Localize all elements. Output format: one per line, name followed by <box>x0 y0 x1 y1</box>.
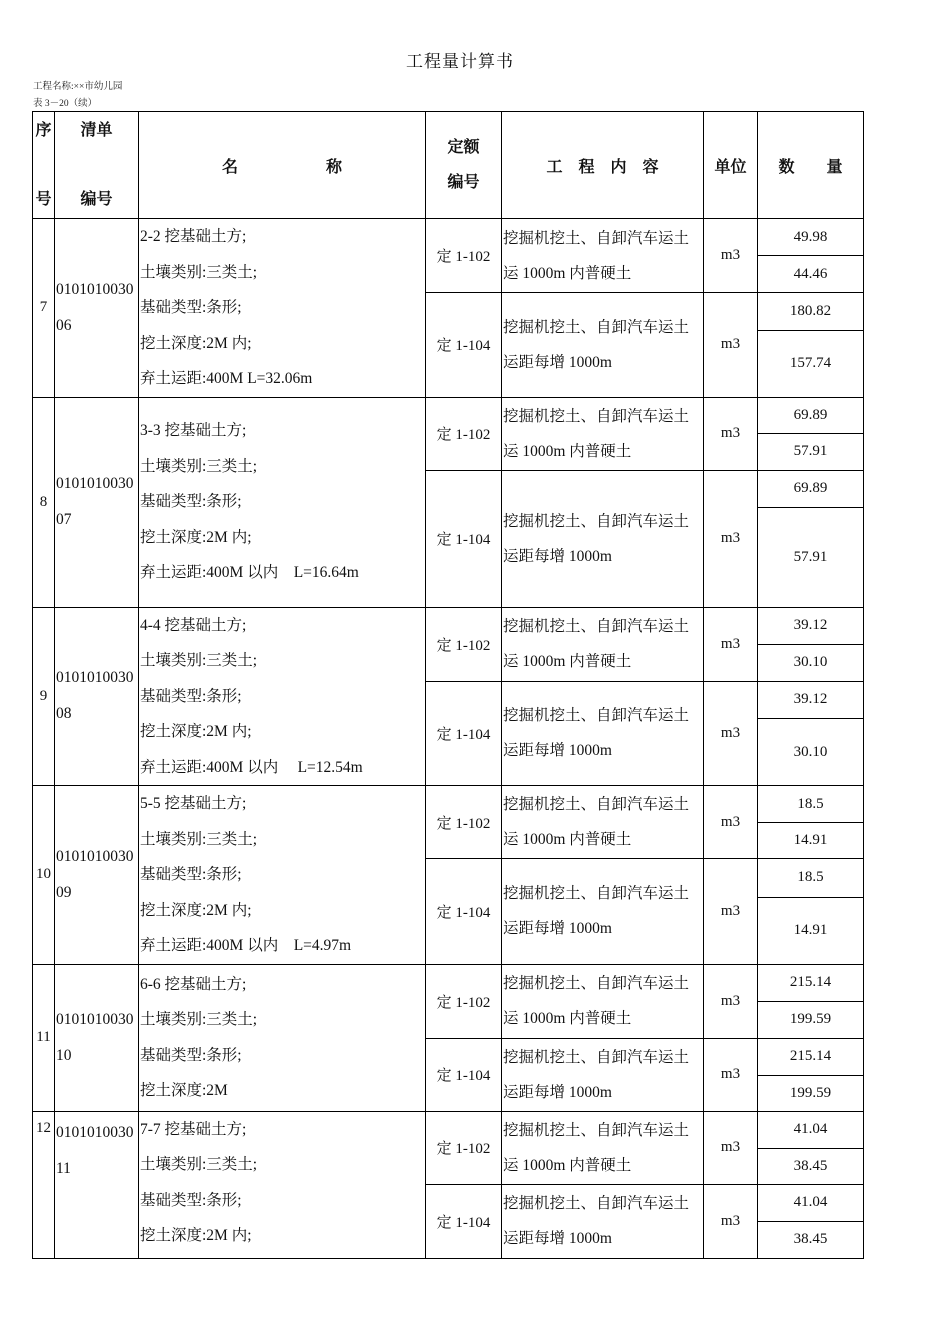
header-code <box>55 112 139 219</box>
header-name-right: 称 <box>326 158 343 176</box>
quantity-value: 30.10 <box>758 644 864 681</box>
work-content-line2: 运 1000m 内普硬土 <box>503 653 632 670</box>
row-name-line: 土壤类别:三类土; <box>140 652 258 669</box>
quota-code: 定 1-102 <box>426 219 502 293</box>
work-content <box>502 293 704 398</box>
quantity-value: 49.98 <box>758 219 864 256</box>
row-code-part1: 0101010030 <box>56 280 134 298</box>
quantity-value: 69.89 <box>758 470 864 507</box>
quota-code: 定 1-102 <box>426 1111 502 1184</box>
quantity-value: 41.04 <box>758 1184 864 1221</box>
row-name <box>139 786 426 965</box>
quantity-value: 215.14 <box>758 1038 864 1075</box>
unit: m3 <box>704 859 758 965</box>
row-code-part1: 0101010030 <box>56 669 134 687</box>
work-content-line1: 挖掘机挖土、自卸汽车运土 <box>503 229 690 247</box>
quota-code: 定 1-104 <box>426 293 502 398</box>
work-content-line1: 挖掘机挖土、自卸汽车运土 <box>503 318 690 336</box>
header-seq <box>33 112 55 219</box>
row-code-part1: 0101010030 <box>56 475 134 492</box>
quantity-value: 18.5 <box>758 859 864 898</box>
unit: m3 <box>704 219 758 293</box>
row-name-line: 挖土深度:2M 内; <box>140 528 252 546</box>
quota-code: 定 1-104 <box>426 859 502 965</box>
quantity-value: 57.91 <box>758 507 864 607</box>
quota-code: 定 1-104 <box>426 1184 502 1258</box>
row-name-line: 弃土运距:400M 以内 L=12.54m <box>140 758 363 776</box>
table-row <box>33 786 864 823</box>
work-content <box>502 859 704 965</box>
row-name-line: 土壤类别:三类土; <box>140 263 258 281</box>
work-content <box>502 607 704 681</box>
row-name-line: 弃土运距:400M 以内 L=4.97m <box>140 937 352 954</box>
row-seq: 7 <box>33 219 55 398</box>
work-content <box>502 1038 704 1111</box>
row-code-part2: 11 <box>56 1159 71 1177</box>
row-name-line: 基础类型:条形; <box>140 687 242 705</box>
row-code-part1: 0101010030 <box>56 1010 134 1028</box>
work-content-line1: 挖掘机挖土、自卸汽车运土 <box>503 618 690 635</box>
row-code <box>55 607 139 786</box>
row-name <box>139 397 426 607</box>
work-content-line1: 挖掘机挖土、自卸汽车运土 <box>503 1121 690 1139</box>
unit: m3 <box>704 470 758 607</box>
work-content-line2: 运 1000m 内普硬土 <box>503 264 632 282</box>
row-name-line: 3-3 挖基础土方; <box>140 422 247 440</box>
quantity-value: 57.91 <box>758 433 864 470</box>
row-code-part1: 0101010030 <box>56 1123 134 1141</box>
row-code-part1: 0101010030 <box>56 847 134 865</box>
row-code-part2: 09 <box>56 883 72 901</box>
row-name <box>139 607 426 786</box>
row-seq: 12 <box>33 1111 55 1258</box>
document-title: 工程量计算书 <box>406 52 514 71</box>
work-content-line1: 挖掘机挖土、自卸汽车运土 <box>503 707 690 725</box>
row-code <box>55 964 139 1111</box>
row-code-part2: 06 <box>56 316 72 334</box>
table-number: 表 3－20（续） <box>33 99 98 109</box>
header-code-bottom: 编号 <box>80 191 113 208</box>
work-content <box>502 964 704 1038</box>
quantity-value: 18.5 <box>758 786 864 823</box>
row-name-line: 基础类型:条形; <box>140 1046 242 1064</box>
quota-code: 定 1-104 <box>426 470 502 607</box>
quantity-value: 14.91 <box>758 897 864 964</box>
row-code-part2: 10 <box>56 1046 72 1064</box>
row-name-line: 挖土深度:2M 内; <box>140 334 252 352</box>
work-content <box>502 397 704 470</box>
work-content-line2: 运距每增 1000m <box>503 1230 612 1247</box>
work-content <box>502 786 704 859</box>
header-name-left: 名 <box>221 158 238 176</box>
work-content <box>502 1184 704 1258</box>
work-content-line1: 挖掘机挖土、自卸汽车运土 <box>503 1195 690 1212</box>
work-content-line2: 运 1000m 内普硬土 <box>503 442 632 460</box>
work-content <box>502 1111 704 1184</box>
header-name <box>139 112 426 219</box>
unit: m3 <box>704 681 758 786</box>
unit: m3 <box>704 1184 758 1258</box>
work-content-line2: 运距每增 1000m <box>503 742 612 760</box>
work-content-line1: 挖掘机挖土、自卸汽车运土 <box>503 407 690 425</box>
unit: m3 <box>704 964 758 1038</box>
row-code <box>55 786 139 965</box>
row-code <box>55 219 139 398</box>
header-content: 工 程 内 容 <box>502 112 704 219</box>
unit: m3 <box>704 786 758 859</box>
row-name-line: 基础类型:条形; <box>140 299 242 316</box>
table-row <box>33 607 864 644</box>
row-name-line: 5-5 挖基础土方; <box>140 795 247 812</box>
row-seq: 8 <box>33 397 55 607</box>
work-content-line2: 运距每增 1000m <box>503 547 612 565</box>
work-content-line1: 挖掘机挖土、自卸汽车运土 <box>503 512 690 530</box>
row-name-line: 基础类型:条形; <box>140 1191 242 1209</box>
header-quota-bottom: 编号 <box>447 174 480 191</box>
row-code-part2: 07 <box>56 511 72 528</box>
row-name-line: 6-6 挖基础土方; <box>140 975 247 993</box>
header-qty: 数 量 <box>758 112 864 219</box>
row-code <box>55 1111 139 1258</box>
row-name <box>139 964 426 1111</box>
row-name-line: 7-7 挖基础土方; <box>140 1120 247 1138</box>
row-seq: 11 <box>33 964 55 1111</box>
header-unit: 单位 <box>704 112 758 219</box>
work-content-line2: 运距每增 1000m <box>503 353 612 371</box>
table-row <box>33 964 864 1001</box>
quota-code: 定 1-102 <box>426 964 502 1038</box>
work-content <box>502 219 704 293</box>
row-name-line: 土壤类别:三类土; <box>140 1011 258 1028</box>
header-seq-top: 序 <box>35 122 52 139</box>
quantity-value: 180.82 <box>758 293 864 331</box>
quantity-value: 44.46 <box>758 256 864 293</box>
work-content-line1: 挖掘机挖土、自卸汽车运土 <box>503 975 690 992</box>
unit: m3 <box>704 293 758 398</box>
work-content-line2: 运 1000m 内普硬土 <box>503 831 632 848</box>
quantity-value: 215.14 <box>758 964 864 1001</box>
quantity-value: 157.74 <box>758 330 864 397</box>
table-row <box>33 1111 864 1148</box>
quota-code: 定 1-104 <box>426 681 502 786</box>
quota-code: 定 1-102 <box>426 397 502 470</box>
table-row <box>33 219 864 256</box>
quantity-value: 39.12 <box>758 607 864 644</box>
row-code <box>55 397 139 607</box>
quantity-table <box>32 111 864 1259</box>
row-name-line: 土壤类别:三类土; <box>140 457 258 475</box>
quantity-value: 41.04 <box>758 1111 864 1148</box>
row-name-line: 土壤类别:三类土; <box>140 830 258 848</box>
unit: m3 <box>704 1038 758 1111</box>
header-quota <box>426 112 502 219</box>
row-name-line: 挖土深度:2M <box>140 1082 228 1099</box>
quota-code: 定 1-102 <box>426 607 502 681</box>
work-content-line2: 运 1000m 内普硬土 <box>503 1010 632 1027</box>
work-content-line2: 运距每增 1000m <box>503 1083 612 1101</box>
header-row <box>33 112 864 219</box>
row-name-line: 基础类型:条形; <box>140 866 242 883</box>
row-name <box>139 1111 426 1258</box>
row-code-part2: 08 <box>56 705 72 723</box>
work-content-line1: 挖掘机挖土、自卸汽车运土 <box>503 885 690 903</box>
row-seq: 9 <box>33 607 55 786</box>
unit: m3 <box>704 397 758 470</box>
quantity-value: 30.10 <box>758 719 864 786</box>
work-content-line1: 挖掘机挖土、自卸汽车运土 <box>503 796 690 813</box>
unit: m3 <box>704 607 758 681</box>
table-row <box>33 397 864 433</box>
row-name-line: 挖土深度:2M 内; <box>140 723 252 740</box>
project-name: 工程名称:××市幼儿园 <box>33 82 123 92</box>
row-name-line: 2-2 挖基础土方; <box>140 228 247 245</box>
work-content-line1: 挖掘机挖土、自卸汽车运土 <box>503 1048 690 1066</box>
work-content <box>502 681 704 786</box>
work-content-line2: 运 1000m 内普硬土 <box>503 1156 632 1174</box>
row-name-line: 土壤类别:三类土; <box>140 1156 258 1173</box>
quota-code: 定 1-102 <box>426 786 502 859</box>
quantity-value: 199.59 <box>758 1001 864 1038</box>
work-content <box>502 470 704 607</box>
row-name <box>139 219 426 398</box>
work-content-line2: 运距每增 1000m <box>503 920 612 938</box>
header-quota-top: 定额 <box>447 139 480 156</box>
row-name-line: 弃土运距:400M 以内 L=16.64m <box>140 564 359 582</box>
unit: m3 <box>704 1111 758 1184</box>
quantity-value: 14.91 <box>758 823 864 859</box>
row-seq: 10 <box>33 786 55 965</box>
row-name-line: 挖土深度:2M 内; <box>140 1227 252 1244</box>
quantity-value: 39.12 <box>758 681 864 719</box>
header-seq-bottom: 号 <box>35 191 52 208</box>
row-name-line: 基础类型:条形; <box>140 493 242 511</box>
row-name-line: 弃土运距:400M L=32.06m <box>140 370 313 387</box>
quantity-value: 38.45 <box>758 1148 864 1184</box>
quantity-value: 199.59 <box>758 1075 864 1111</box>
header-code-top: 清单 <box>80 122 113 139</box>
quantity-value: 69.89 <box>758 397 864 433</box>
quota-code: 定 1-104 <box>426 1038 502 1111</box>
quantity-value: 38.45 <box>758 1221 864 1258</box>
row-name-line: 4-4 挖基础土方; <box>140 616 247 634</box>
row-name-line: 挖土深度:2M 内; <box>140 901 252 919</box>
